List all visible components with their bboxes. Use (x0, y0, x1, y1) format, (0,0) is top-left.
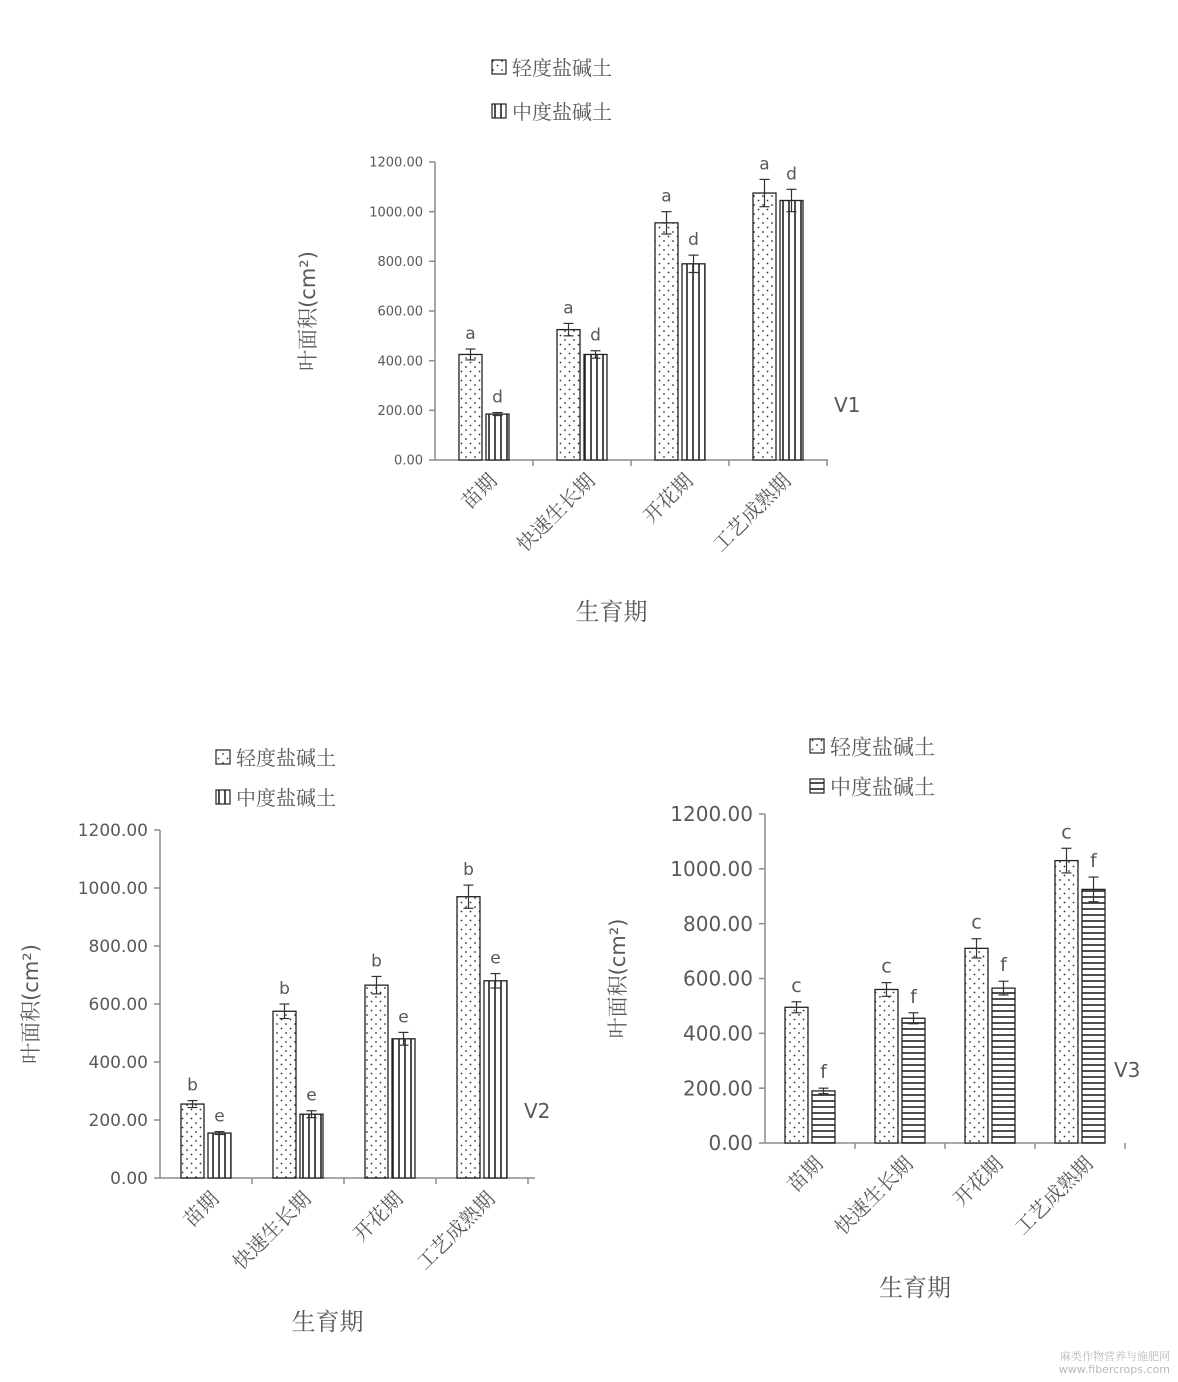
y-tick-label: 1200.00 (369, 155, 423, 171)
bar (1082, 889, 1105, 1143)
y-tick-label: 800.00 (88, 937, 148, 958)
significance-label: e (398, 1007, 409, 1028)
x-axis-title: 生育期 (879, 1274, 951, 1302)
significance-label: e (490, 948, 501, 969)
significance-label: e (306, 1085, 317, 1106)
panel-label: V1 (834, 393, 861, 417)
y-tick-label: 1200.00 (77, 821, 148, 842)
bar (902, 1018, 925, 1143)
watermark (1059, 1350, 1170, 1376)
significance-label: d (688, 230, 699, 251)
bar (584, 354, 607, 460)
significance-label: c (791, 974, 802, 997)
y-tick-label: 400.00 (683, 1021, 753, 1046)
significance-label: f (1000, 954, 1007, 977)
bar (459, 354, 482, 460)
legend-swatch (810, 739, 824, 753)
bar (780, 200, 803, 460)
significance-label: f (1090, 850, 1097, 873)
significance-label: d (590, 325, 601, 346)
y-tick-label: 1200.00 (670, 802, 753, 827)
bar (753, 193, 776, 460)
x-category-label: 快速生长期 (829, 1151, 918, 1240)
y-tick-label: 0.00 (708, 1131, 753, 1156)
significance-label: a (759, 154, 770, 175)
bar (682, 264, 705, 460)
bar (392, 1039, 415, 1178)
bar (992, 988, 1015, 1143)
x-category-label: 工艺成熟期 (707, 468, 796, 557)
y-tick-label: 800.00 (683, 911, 753, 936)
significance-label: a (465, 323, 476, 344)
y-tick-label: 400.00 (377, 354, 423, 370)
x-category-label: 苗期 (782, 1151, 828, 1197)
bar (557, 330, 580, 460)
legend-swatch (216, 790, 230, 804)
y-axis-title: 叶面积(cm²) (606, 918, 630, 1039)
bar (812, 1091, 835, 1143)
x-axis-title: 生育期 (291, 1308, 364, 1336)
significance-label: c (971, 911, 982, 934)
y-tick-label: 800.00 (377, 255, 423, 271)
legend-label: 中度盐碱土 (830, 775, 935, 800)
legend-swatch (492, 104, 506, 118)
legend-swatch (216, 750, 230, 764)
y-tick-label: 200.00 (377, 404, 423, 420)
bar (181, 1104, 204, 1178)
bar (208, 1133, 231, 1178)
legend-label: 轻度盐碱土 (512, 56, 612, 80)
significance-label: b (463, 860, 474, 881)
y-tick-label: 200.00 (683, 1076, 753, 1101)
watermark-line1: 麻类作物营养与施肥网 (1060, 1350, 1170, 1363)
y-tick-label: 1000.00 (77, 879, 148, 900)
panel-label: V2 (524, 1099, 551, 1123)
y-axis-title: 叶面积(cm²) (19, 944, 43, 1064)
y-tick-label: 1000.00 (670, 857, 753, 882)
bar (484, 981, 507, 1178)
x-category-label: 开花期 (348, 1186, 408, 1246)
legend-swatch (810, 779, 824, 793)
significance-label: d (492, 387, 503, 408)
bar (457, 897, 480, 1178)
y-tick-label: 0.00 (394, 453, 423, 469)
legend-swatch (492, 60, 506, 74)
y-tick-label: 600.00 (683, 966, 753, 991)
significance-label: f (910, 985, 917, 1008)
x-category-label: 快速生长期 (227, 1186, 316, 1275)
y-axis-title: 叶面积(cm²) (296, 251, 320, 371)
bar (1055, 861, 1078, 1143)
significance-label: b (187, 1075, 198, 1096)
significance-label: c (1061, 821, 1072, 844)
y-tick-label: 1000.00 (369, 205, 423, 221)
y-tick-label: 200.00 (88, 1111, 148, 1132)
significance-label: c (881, 955, 892, 978)
legend-label: 轻度盐碱土 (236, 746, 336, 770)
panel-label: V3 (1114, 1058, 1141, 1082)
significance-label: a (563, 298, 574, 319)
x-category-label: 工艺成熟期 (411, 1186, 500, 1275)
x-category-label: 工艺成熟期 (1009, 1151, 1098, 1240)
bar (785, 1007, 808, 1143)
significance-label: b (279, 979, 290, 999)
significance-label: a (661, 186, 672, 207)
x-category-label: 开花期 (638, 468, 698, 528)
bar (273, 1011, 296, 1178)
x-axis-title: 生育期 (575, 598, 648, 626)
chart-V2 (19, 746, 550, 1336)
legend-label: 轻度盐碱土 (830, 735, 935, 760)
bar (300, 1114, 323, 1178)
y-tick-label: 400.00 (88, 1053, 148, 1074)
x-category-label: 苗期 (456, 468, 502, 514)
bar (486, 414, 509, 460)
x-category-label: 苗期 (178, 1186, 224, 1232)
legend-label: 中度盐碱土 (512, 100, 612, 124)
bar (965, 948, 988, 1143)
bar (655, 223, 678, 460)
y-tick-label: 0.00 (110, 1169, 148, 1190)
y-tick-label: 600.00 (377, 304, 423, 320)
legend-label: 中度盐碱土 (236, 786, 336, 810)
significance-label: e (214, 1106, 225, 1127)
significance-label: f (820, 1061, 827, 1084)
chart-V1 (296, 56, 860, 626)
watermark-line2: www.fibercrops.com (1058, 1363, 1170, 1376)
x-category-label: 开花期 (948, 1151, 1008, 1211)
chart-V3 (606, 735, 1140, 1302)
significance-label: b (371, 951, 382, 972)
significance-label: d (786, 164, 797, 185)
x-category-label: 快速生长期 (511, 468, 600, 557)
bar (875, 989, 898, 1143)
y-tick-label: 600.00 (88, 995, 148, 1016)
bar (365, 985, 388, 1178)
